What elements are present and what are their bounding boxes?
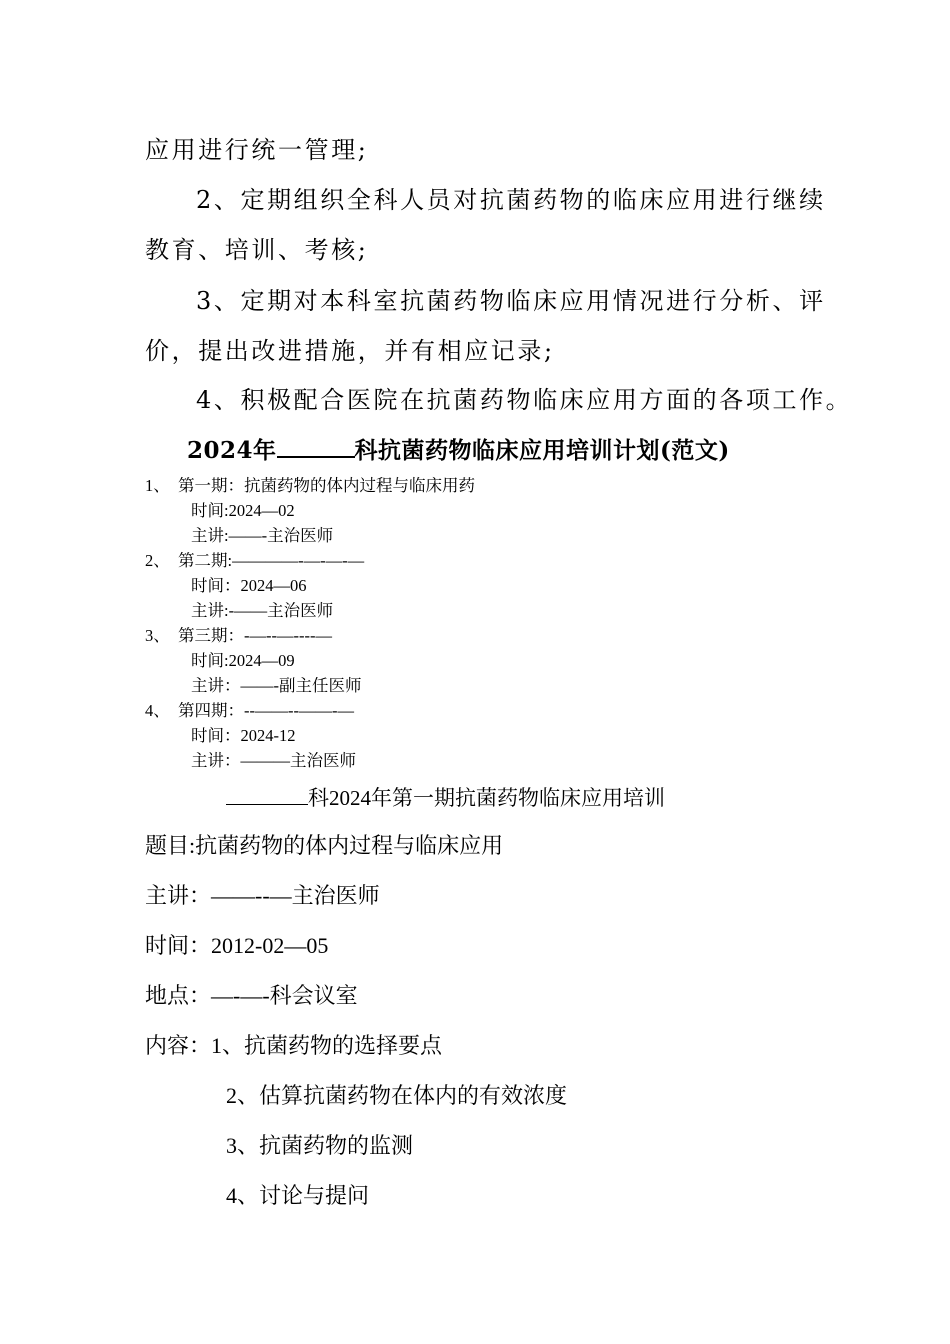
training-time: 时间：2012-02—05: [145, 933, 329, 958]
session-4-speaker: 主讲：———主治医师: [191, 751, 356, 770]
training-content-1: 内容：1、抗菌药物的选择要点: [145, 1033, 443, 1058]
department-blank: [277, 434, 355, 458]
training-place: 地点：—-—-科会议室: [145, 983, 358, 1008]
training-heading: [226, 784, 665, 812]
plan-title-rest: 科抗菌药物临床应用培训计划(范文): [354, 437, 730, 464]
paragraph-3-line-2: 价，提出改进措施，并有相应记录;: [145, 337, 555, 365]
session-1-time: 时间:2024—02: [191, 501, 295, 520]
training-speaker: 主讲：——--—主治医师: [145, 883, 380, 908]
session-3-number: 3、: [145, 626, 170, 645]
session-3-speaker: 主讲：——-副主任医师: [191, 676, 362, 695]
training-topic: 题目:抗菌药物的体内过程与临床应用: [145, 833, 504, 858]
session-3-time: 时间:2024—09: [191, 651, 295, 670]
paragraph-3-line-1: 3、定期对本科室抗菌药物临床应用情况进行分析、评: [196, 287, 826, 315]
session-1-number: 1、: [145, 476, 170, 495]
paragraph-1: 应用进行统一管理;: [145, 136, 369, 164]
session-2-speaker: 主讲:-——主治医师: [191, 601, 334, 620]
training-content-2: 2、估算抗菌药物在体内的有效浓度: [226, 1083, 568, 1108]
session-1-speaker: 主讲:——-主治医师: [191, 526, 334, 545]
session-2-time: 时间：2024—06: [191, 576, 307, 595]
paragraph-2-line-2: 教育、培训、考核;: [145, 236, 369, 264]
paragraph-2-line-1: 2、定期组织全科人员对抗菌药物的临床应用进行继续: [196, 186, 826, 214]
paragraph-4: 4、积极配合医院在抗菌药物临床应用方面的各项工作。: [196, 386, 853, 414]
session-2-period: 第二期:————-—-—-—: [178, 551, 365, 570]
training-content-4: 4、讨论与提问: [226, 1183, 370, 1208]
session-2-number: 2、: [145, 551, 170, 570]
plan-title-year: 2024年: [187, 437, 277, 464]
plan-title: [187, 434, 730, 466]
session-4-period: 第四期：--——--——-—: [178, 701, 354, 720]
session-3-period: 第三期：-—--—----—: [178, 626, 332, 645]
training-content-3: 3、抗菌药物的监测: [226, 1133, 414, 1158]
session-4-time: 时间：2024-12: [191, 726, 296, 745]
training-heading-rest: 科2024年第一期抗菌药物临床应用培训: [308, 786, 665, 810]
session-4-number: 4、: [145, 701, 170, 720]
training-department-blank: [226, 784, 308, 805]
session-1-period: 第一期：抗菌药物的体内过程与临床用药: [178, 476, 475, 495]
